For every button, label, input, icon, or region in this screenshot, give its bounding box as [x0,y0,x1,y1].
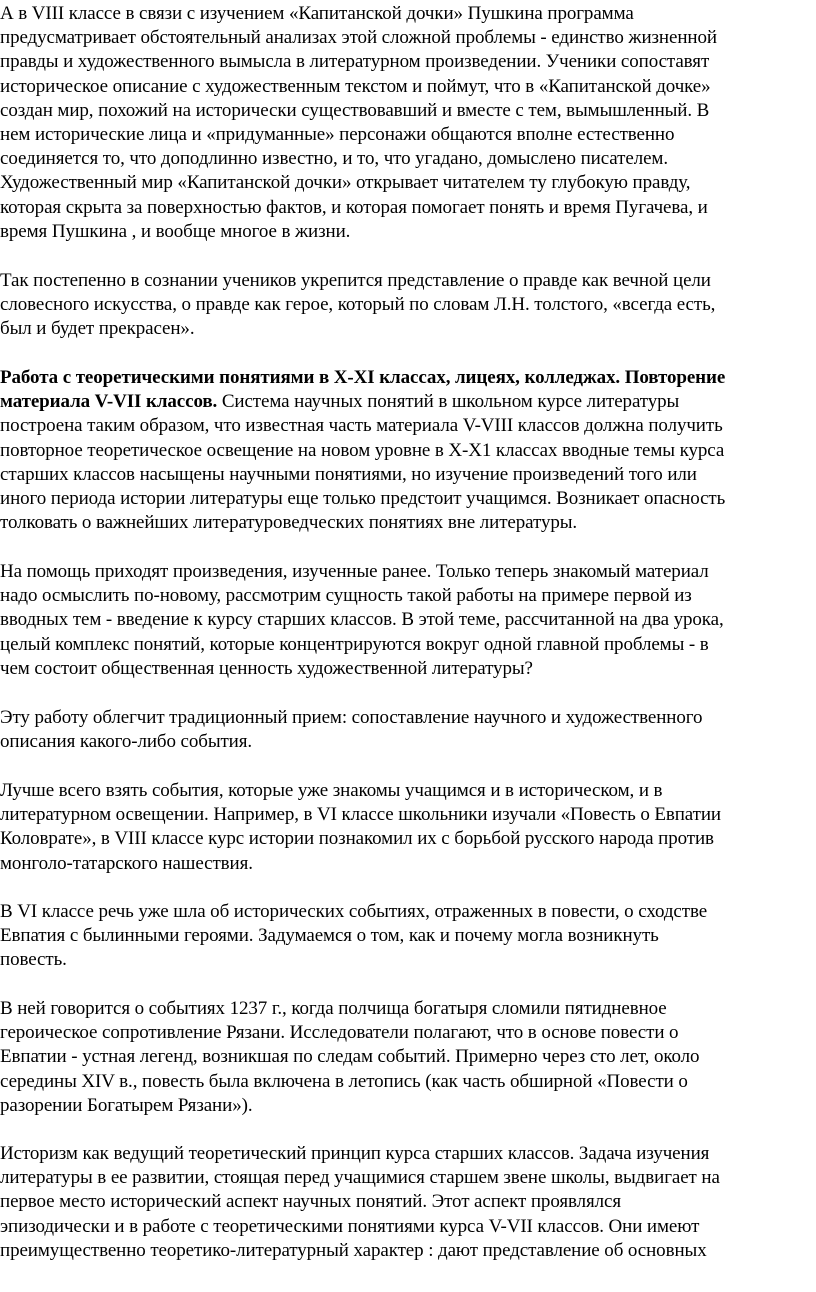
text-line: толковать о важнейших литературоведческих понятиях вне литературы. [0,512,578,534]
text-line: целый комплекс понятий, которые концентрируются вокруг одной главной проблемы - в [0,633,709,655]
text-line: На помощь приходят произведения, изученные ранее. Только теперь знакомый материал [0,561,709,582]
text-line: которая скрыта за поверхностью фактов, и которая помогает понять и время Пугачева, и [0,196,708,218]
text-line: Коловрате», в VIII классе курс истории познакомил их с борьбой русского народа против [0,828,714,850]
paragraph-historism [0,1142,720,1263]
text-line: Так постепенно в сознании учеников укрепится представление о правде как вечной цели [0,270,711,291]
text-line: предусматривает обстоятельный анализах этой сложной проблемы - единство жизненной [0,27,717,49]
paragraph-sixth-grade [0,900,707,973]
text-line: историческое описание с художественным текстом и поймут, что в «Капитанской дочке» [0,75,711,97]
text-line: середины XIV в., повесть была включена в летопись (как часть обширной «Повести о [0,1070,688,1092]
text-line: монголо-татарского нашествия. [0,852,253,874]
paragraph-comparison-method [0,706,702,754]
text-line: надо осмыслить по-новому, рассмотрим сущность такой работы на примере первой из [0,585,692,607]
text-line: вводных тем - введение к курсу старших классов. В этой теме, рассчитанной на два урока, [0,609,724,631]
text-line: В ней говорится о событиях 1237 г., когда полчища богатыря сломили пятидневное [0,998,667,1019]
text-line: повесть. [0,949,67,971]
text-line [0,390,725,414]
text-line: литературы в ее развитии, стоящая перед учащимися старшем звене школы, выдвигает на [0,1167,720,1189]
text-line: первое место исторический аспект научных понятий. Этот аспект проявлялся [0,1191,621,1213]
paragraph-familiar-events [0,779,721,876]
text-line: чем состоит общественная ценность художественной литературы? [0,657,533,679]
paragraph-prior-works [0,560,724,681]
text-line: эпизодически и в работе с теоретическими понятиями курса V-VII классов. Они имеют [0,1215,700,1237]
text-line: старших классов насыщены научными понятиями, но изучение произведений того или [0,463,697,485]
text-fragment: Система научных понятий в школьном курсе литературы [217,391,680,413]
text-line: Историзм как ведущий теоретический принцип курса старших классов. Задача изучения [0,1143,710,1164]
text-line: создан мир, похожий на исторически существовавший и вместе с тем, вымышленный. В [0,99,710,121]
text-line: преимущественно теоретико-литературный характер : дают представление об основных [0,1239,707,1261]
text-line: нем исторические лица и «придуманные» персонажи общаются вполне естественно [0,124,675,146]
paragraph-captain-daughter [0,2,717,244]
section-heading-continued: материала V-VII классов. [0,391,218,413]
text-line: иного периода истории литературы еще только предстоит учащимся. Возникает опасность [0,488,726,510]
text-line: Художественный мир «Капитанской дочки» открывает читателем ту глубокую правду, [0,172,691,194]
text-line: Евпатия с былинными героями. Задумаемся о том, как и почему могла возникнуть [0,925,659,947]
text-line: соединяется то, что доподлинно известно, и то, что угадано, домыслено писателем. [0,148,668,170]
text-line: героическое сопротивление Рязани. Исследователи полагают, что в основе повести о [0,1022,679,1044]
text-line: время Пушкина , и вообще многое в жизни. [0,220,351,242]
paragraph-theory-concepts [0,366,725,535]
text-line: литературном освещении. Например, в VI классе школьники изучали «Повесть о Евпатии [0,804,721,826]
text-line: описания какого-либо события. [0,731,253,753]
text-line: В VI классе речь уже шла об исторических событиях, отраженных в повести, о сходстве [0,901,708,922]
text-line: повторное теоретическое освещение на новом уровне в X-X1 классах вводные темы курса [0,439,725,461]
text-line: Эту работу облегчит традиционный прием: сопоставление научного и художественного [0,707,703,728]
text-line: Евпатии - устная легенд, возникшая по следам событий. Примерно через сто лет, около [0,1046,700,1068]
section-heading: Работа с теоретическими понятиями в X-XI классах, лицеях, колледжах. Повторение [0,367,726,388]
text-line: правды и художественного вымысла в литературном произведении. Ученики сопоставят [0,51,710,73]
text-line: Лучше всего взять события, которые уже знакомы учащимся и в историческом, и в [0,780,663,801]
text-line: словесного искусства, о правде как герое, который по словам Л.Н. толстого, «всегда есть, [0,294,716,316]
text-line: построена таким образом, что известная часть материала V-VIII классов должна получить [0,415,723,437]
paragraph-events-1237 [0,997,699,1118]
text-line: А в VIII классе в связи с изучением «Капитанской дочки» Пушкина программа [0,3,634,24]
text-line: был и будет прекрасен». [0,318,195,340]
paragraph-truth-as-hero [0,269,715,342]
text-line: разорении Богатырем Рязани»). [0,1094,253,1116]
